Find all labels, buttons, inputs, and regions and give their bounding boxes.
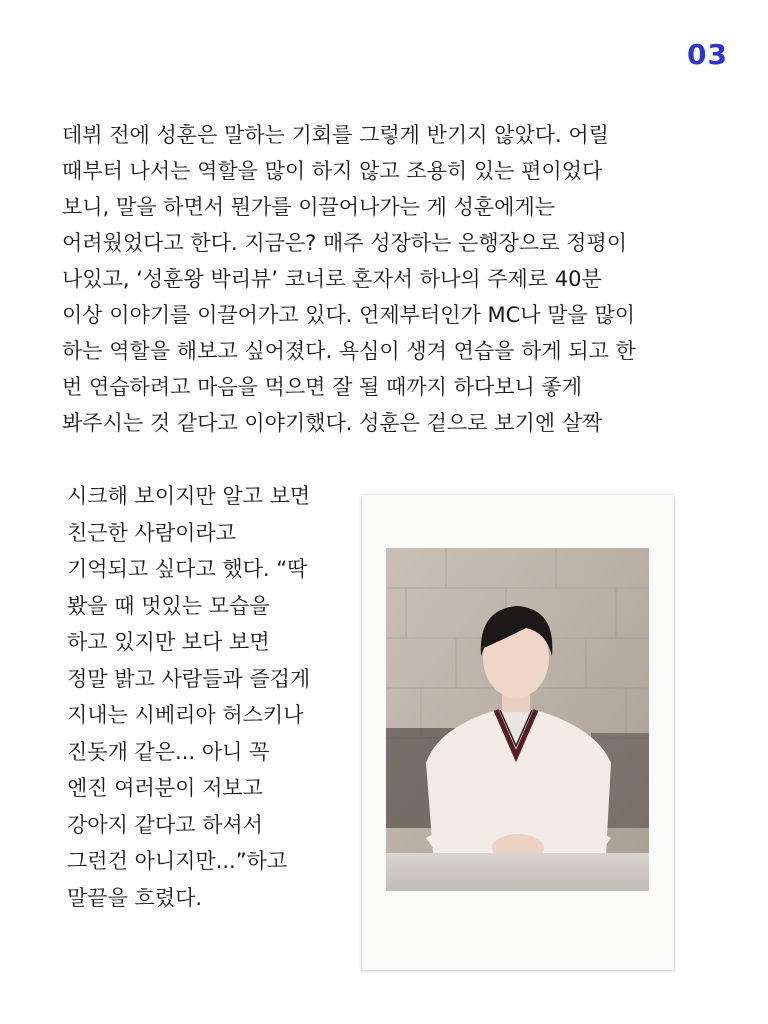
article-line: 데뷔 전에 성훈은 말하는 기회를 그렇게 반기지 않았다. 어릴 — [62, 123, 609, 147]
article-line: 기억되고 싶다고 했다. “딱 — [67, 557, 308, 581]
polaroid-frame — [362, 495, 674, 970]
article-side-column — [67, 478, 367, 916]
article-line: 어려웠었다고 한다. 지금은? 매주 성장하는 은행장으로 정평이 — [62, 231, 628, 255]
article-line: 봐주시는 것 같다고 이야기했다. 성훈은 겉으로 보기엔 살짝 — [62, 411, 603, 435]
article-line: 지내는 시베리아 허스키나 — [67, 703, 304, 727]
article-line: 보니, 말을 하면서 뭔가를 이끌어나가는 게 성훈에게는 — [62, 195, 556, 219]
article-line: 나있고, ‘성훈왕 박리뷰’ 코너로 혼자서 하나의 주제로 40분 — [62, 267, 602, 291]
article-line: 그런건 아니지만...”하고 — [67, 849, 288, 873]
article-line: 봤을 때 멋있는 모습을 — [67, 593, 270, 618]
article-line: 진돗개 같은... 아니 꼭 — [67, 739, 270, 764]
article-line: 친근한 사람이라고 — [67, 520, 236, 545]
article-line: 강아지 같다고 하셔서 — [67, 812, 263, 837]
article-body — [62, 117, 722, 441]
article-line: 하는 역할을 해보고 싶어졌다. 욕심이 생겨 연습을 하게 되고 한 — [62, 339, 636, 363]
article-line: 번 연습하려고 마음을 먹으면 잘 될 때까지 하다보니 좋게 — [62, 375, 582, 399]
article-line: 엔진 여러분이 저보고 — [67, 776, 263, 800]
portrait-photo — [386, 548, 649, 891]
article-line: 때부터 나서는 역할을 많이 하지 않고 조용히 있는 편이었다 — [62, 159, 603, 183]
article-line: 이상 이야기를 이끌어가고 있다. 언제부터인가 MC나 말을 많이 — [62, 303, 636, 327]
article-line: 시크해 보이지만 알고 보면 — [67, 484, 311, 508]
article-line: 정말 밝고 사람들과 즐겁게 — [67, 666, 311, 691]
article-line: 하고 있지만 보다 보면 — [67, 630, 270, 654]
article-line: 말끝을 흐렸다. — [67, 885, 203, 910]
page-number: 03 — [687, 38, 728, 71]
